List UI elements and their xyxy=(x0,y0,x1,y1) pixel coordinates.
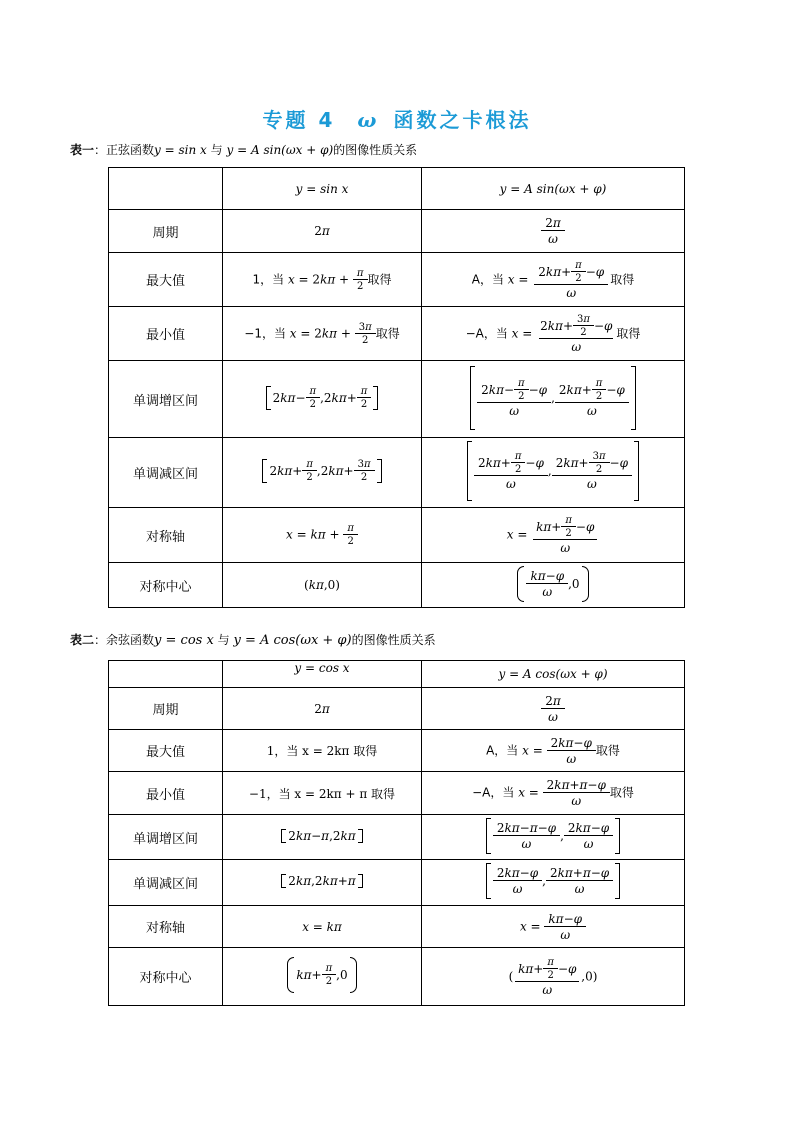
increase-asin: 2 kπ − $\frac{\pi}{2}$ − φ ω , 2 kπ + $\frac{\pi}{2}$ − φ ω xyxy=(422,361,685,438)
max-acos: A，当 x = 2 kπ − φ ω 取得 xyxy=(422,730,685,772)
caption-text: 余弦函数 xyxy=(106,633,155,647)
row-label-decrease: 单调减区间 xyxy=(109,860,223,906)
row-label-axis: 对称轴 xyxy=(109,508,223,563)
max-asin: A，当 x = 2 kπ + $\frac{\pi}{2}$ − φ ω 取得 xyxy=(422,253,685,307)
increase-cos: 2 kπ − π ,2 kπ xyxy=(223,815,422,860)
row-label-decrease: 单调减区间 xyxy=(109,438,223,508)
table2-caption-label: 表二 xyxy=(70,633,95,647)
table-row xyxy=(109,815,685,860)
table-header-sin: y = sin x xyxy=(223,168,422,210)
min-asin-suffix: 取得 xyxy=(616,326,641,340)
table-header-cos: y = cos x xyxy=(223,661,422,688)
title-suffix: 函数之卡根法 xyxy=(393,108,532,132)
period-asin: 2 π ω xyxy=(422,210,685,253)
max-sin-suffix: 取得 xyxy=(367,272,392,286)
min-cos: −1，当 x = 2kπ + π 取得 xyxy=(223,772,422,815)
max-asin-prefix: A，当 xyxy=(471,272,504,286)
decrease-asin: 2 kπ + $\frac{\pi}{2}$ − φ ω , 2 kπ + 3 π 2 − φ ω xyxy=(422,438,685,508)
table-row xyxy=(109,730,685,772)
title-omega: ω xyxy=(357,108,380,132)
axis-cos: x = kπ xyxy=(223,906,422,948)
min-acos-prefix: −A，当 xyxy=(472,785,515,800)
table-row xyxy=(109,860,685,906)
decrease-sin: 2 kπ + $\frac{\pi}{2}$ ,2 kπ + 3 π 2 xyxy=(223,438,422,508)
table-row xyxy=(109,906,685,948)
row-label-max: 最大值 xyxy=(109,253,223,307)
table-row xyxy=(109,438,685,508)
table-row xyxy=(109,253,685,307)
table-row xyxy=(109,168,685,210)
axis-sin: x = kπ + $\frac{\pi}{2}$ xyxy=(223,508,422,563)
row-label-min: 最小值 xyxy=(109,772,223,815)
min-sin: −1，当 x = 2kπ + 3 π 2 取得 xyxy=(223,307,422,361)
caption-formula-acos: y = A cos(ωx + φ) xyxy=(233,633,352,648)
min-sin-prefix: −1，当 xyxy=(244,326,286,340)
increase-sin: 2 kπ − $\frac{\pi}{2}$ ,2 kπ + $\frac{\pi}{2}$ xyxy=(223,361,422,438)
table-header-asin: y = A sin(ωx + φ) xyxy=(422,168,685,210)
table1-caption xyxy=(70,141,417,158)
caption-text: 的图像性质关系 xyxy=(351,633,436,647)
row-label-increase: 单调增区间 xyxy=(109,815,223,860)
table1 xyxy=(108,167,685,608)
center-sin: (kπ,0) xyxy=(223,563,422,608)
period-cos: 2π xyxy=(223,688,422,730)
table-row xyxy=(109,307,685,361)
title-prefix: 专题 4 xyxy=(262,108,336,132)
max-cos: 1，当 x = 2kπ 取得 xyxy=(223,730,422,772)
axis-acos: x = kπ − φ ω xyxy=(422,906,685,948)
max-sin: 1，当 x = 2kπ + $\frac{\pi}{2}$ 取得 xyxy=(223,253,422,307)
caption-colon: ： xyxy=(94,143,107,157)
table-header-acos: y = A cos(ωx + φ) xyxy=(422,661,685,688)
table-row xyxy=(109,661,685,688)
row-label-axis: 对称轴 xyxy=(109,906,223,948)
caption-text: 正弦函数 xyxy=(106,143,155,157)
max-acos-prefix: A，当 xyxy=(486,743,519,757)
min-acos-suffix: 取得 xyxy=(609,785,634,800)
caption-formula-cos: y = cos x xyxy=(154,633,214,648)
row-label-center: 对称中心 xyxy=(109,563,223,608)
table-row xyxy=(109,948,685,1006)
caption-formula-sin: y = sin x xyxy=(154,143,207,157)
center-cos: kπ + $\frac{\pi}{2}$ ,0 xyxy=(223,948,422,1006)
row-label-max: 最大值 xyxy=(109,730,223,772)
row-label-min: 最小值 xyxy=(109,307,223,361)
caption-text: 与 xyxy=(217,633,230,647)
caption-text: 的图像性质关系 xyxy=(333,143,418,157)
period-acos: 2 π ω xyxy=(422,688,685,730)
row-label-center: 对称中心 xyxy=(109,948,223,1006)
increase-acos: 2 kπ − π − φ ω , 2 kπ − φ ω xyxy=(422,815,685,860)
table-cell xyxy=(109,661,223,688)
decrease-cos: 2 kπ ,2 kπ + π xyxy=(223,860,422,906)
table-cell xyxy=(109,168,223,210)
axis-asin: x = kπ + $\frac{\pi}{2}$ − φ ω xyxy=(422,508,685,563)
table2-caption xyxy=(70,631,436,648)
center-acos: ( kπ + $\frac{\pi}{2}$ − φ ω ,0) xyxy=(422,948,685,1006)
row-label-increase: 单调增区间 xyxy=(109,361,223,438)
table2 xyxy=(108,660,685,1006)
row-label-period: 周期 xyxy=(109,688,223,730)
caption-text: 与 xyxy=(210,143,223,157)
max-asin-suffix: 取得 xyxy=(610,272,635,286)
row-label-period: 周期 xyxy=(109,210,223,253)
table-row xyxy=(109,361,685,438)
table-row xyxy=(109,772,685,815)
min-sin-suffix: 取得 xyxy=(375,326,400,340)
period-sin: 2π xyxy=(223,210,422,253)
caption-colon: ： xyxy=(94,633,107,647)
max-sin-prefix: 1，当 xyxy=(252,272,285,286)
table-row xyxy=(109,210,685,253)
table-row xyxy=(109,563,685,608)
caption-formula-asin: y = A sin(ωx + φ) xyxy=(226,143,334,157)
table1-caption-label: 表一 xyxy=(70,143,95,157)
min-asin-prefix: −A，当 xyxy=(465,326,508,340)
max-acos-suffix: 取得 xyxy=(595,743,620,757)
min-asin: −A，当 x = 2 kπ + 3 π 2 − φ ω 取得 xyxy=(422,307,685,361)
page-title xyxy=(0,104,794,133)
table-row xyxy=(109,688,685,730)
min-acos: −A，当 x = 2 kπ + π − φ ω 取得 xyxy=(422,772,685,815)
table-row xyxy=(109,508,685,563)
center-asin: kπ − φ ω ,0 xyxy=(422,563,685,608)
decrease-acos: 2 kπ − φ ω , 2 kπ + π − φ ω xyxy=(422,860,685,906)
